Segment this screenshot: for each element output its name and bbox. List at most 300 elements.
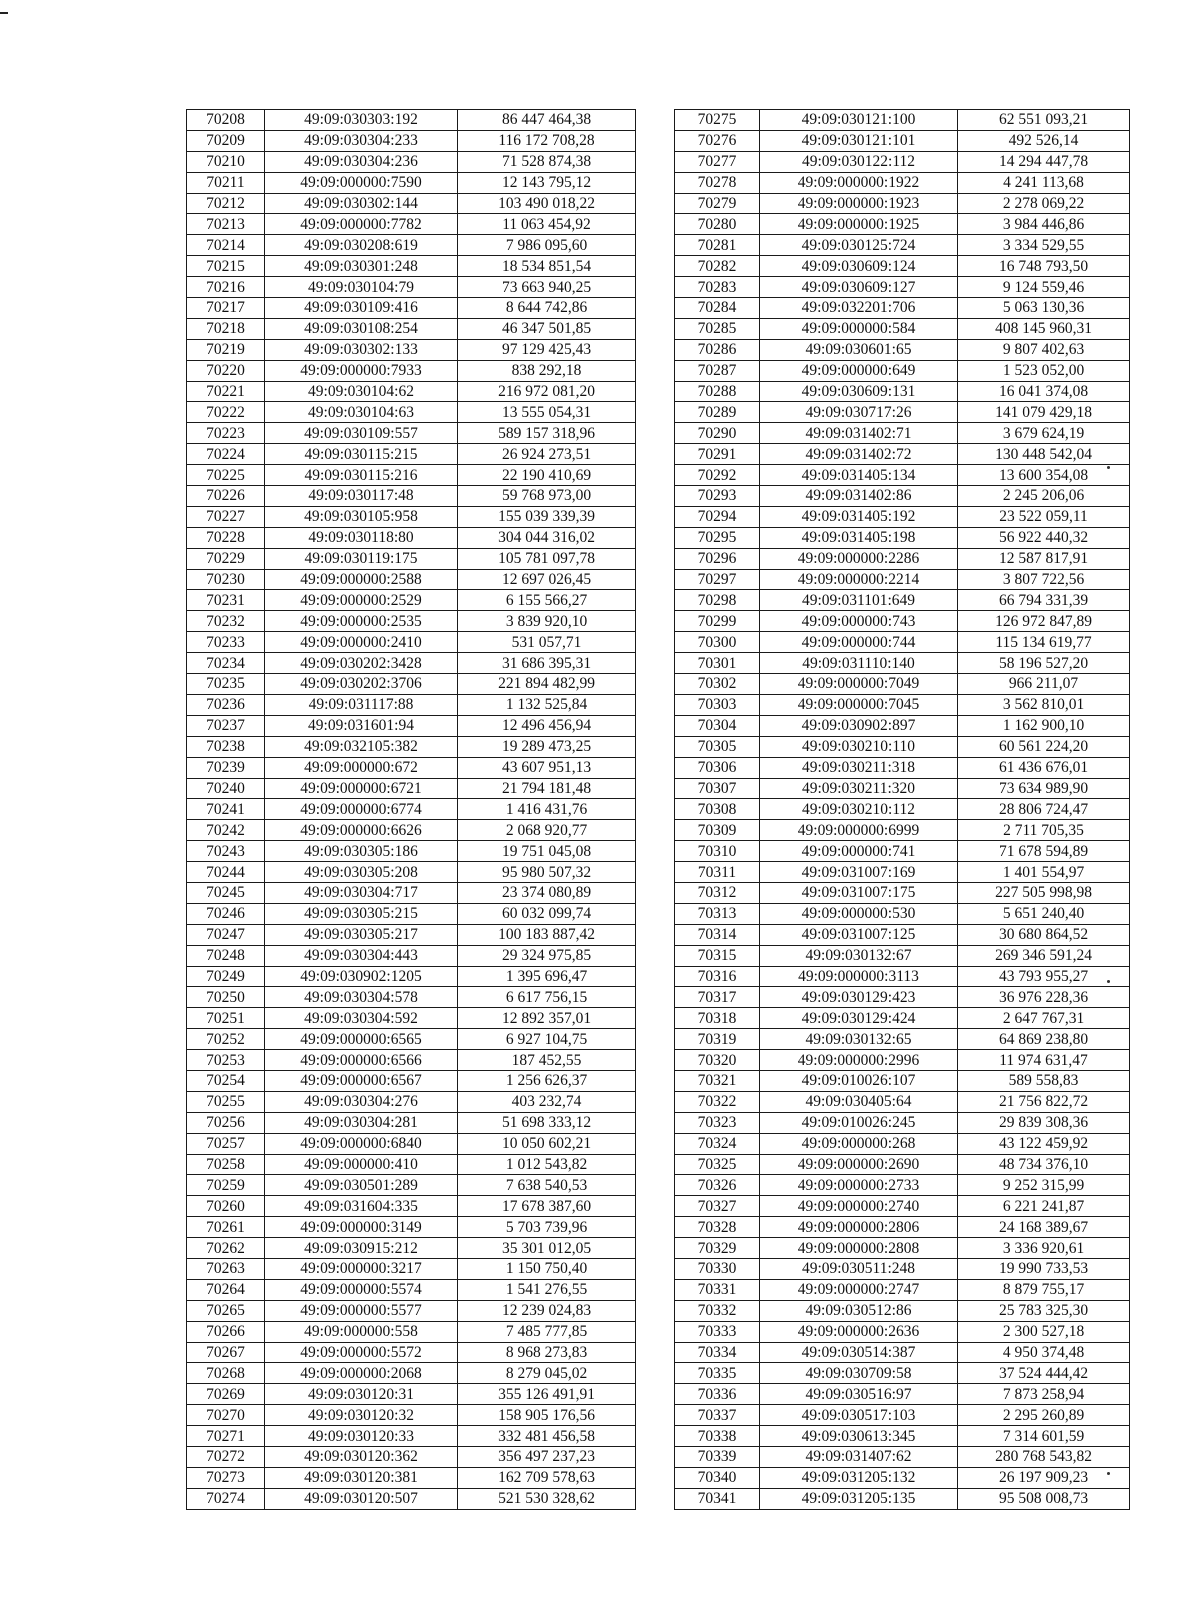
row-number-cell: 70292 (675, 465, 760, 486)
row-number-cell: 70257 (187, 1133, 265, 1154)
cadastral-value-cell: 8 279 045,02 (458, 1363, 636, 1384)
row-number-cell: 70328 (675, 1217, 760, 1238)
cadastral-number-cell: 49:09:030709:58 (760, 1363, 958, 1384)
cadastral-number-cell: 49:09:030119:175 (265, 548, 458, 569)
table-row (675, 632, 1130, 653)
cadastral-number-cell: 49:09:030304:276 (265, 1091, 458, 1112)
cadastral-value-cell: 227 505 998,98 (958, 882, 1130, 903)
table-row (675, 444, 1130, 465)
table-row (187, 1217, 636, 1238)
table-row (675, 1447, 1130, 1468)
cadastral-value-cell: 100 183 887,42 (458, 924, 636, 945)
row-number-cell: 70320 (675, 1050, 760, 1071)
cadastral-value-cell: 1 256 626,37 (458, 1070, 636, 1091)
row-number-cell: 70224 (187, 444, 265, 465)
table-row (187, 1488, 636, 1509)
table-row (187, 778, 636, 799)
row-number-cell: 70269 (187, 1384, 265, 1405)
cadastral-value-cell: 71 528 874,38 (458, 151, 636, 172)
row-number-cell: 70252 (187, 1029, 265, 1050)
cadastral-value-cell: 492 526,14 (958, 130, 1130, 151)
row-number-cell: 70331 (675, 1279, 760, 1300)
cadastral-value-cell: 61 436 676,01 (958, 757, 1130, 778)
table-row (187, 1363, 636, 1384)
cadastral-number-cell: 49:09:000000:1922 (760, 172, 958, 193)
row-number-cell: 70300 (675, 632, 760, 653)
row-number-cell: 70258 (187, 1154, 265, 1175)
row-number-cell: 70324 (675, 1133, 760, 1154)
table-row (187, 841, 636, 862)
row-number-cell: 70338 (675, 1426, 760, 1447)
cadastral-value-cell: 5 703 739,96 (458, 1217, 636, 1238)
cadastral-value-cell: 3 334 529,55 (958, 235, 1130, 256)
cadastral-value-cell: 29 839 308,36 (958, 1112, 1130, 1133)
cadastral-value-cell: 280 768 543,82 (958, 1447, 1130, 1468)
cadastral-number-cell: 49:09:000000:6565 (265, 1029, 458, 1050)
row-number-cell: 70244 (187, 862, 265, 883)
table-row (675, 736, 1130, 757)
cadastral-value-cell: 1 012 543,82 (458, 1154, 636, 1175)
cadastral-number-cell: 49:09:030129:424 (760, 1008, 958, 1029)
table-row (675, 1154, 1130, 1175)
cadastral-value-cell: 3 679 624,19 (958, 423, 1130, 444)
cadastral-number-cell: 49:09:030109:416 (265, 298, 458, 319)
cadastral-number-cell: 49:09:031007:169 (760, 862, 958, 883)
cadastral-value-cell: 7 314 601,59 (958, 1426, 1130, 1447)
table-row (187, 318, 636, 339)
table-row (187, 694, 636, 715)
cadastral-number-cell: 49:09:031405:192 (760, 506, 958, 527)
table-row (675, 611, 1130, 632)
table-row (675, 339, 1130, 360)
cadastral-value-cell: 17 678 387,60 (458, 1196, 636, 1217)
cadastral-value-cell: 141 079 429,18 (958, 402, 1130, 423)
cadastral-number-cell: 49:09:031205:132 (760, 1467, 958, 1488)
cadastral-number-cell: 49:09:000000:2529 (265, 590, 458, 611)
row-number-cell: 70321 (675, 1070, 760, 1091)
cadastral-value-cell: 29 324 975,85 (458, 945, 636, 966)
row-number-cell: 70238 (187, 736, 265, 757)
cadastral-number-cell: 49:09:030105:958 (265, 506, 458, 527)
row-number-cell: 70225 (187, 465, 265, 486)
cadastral-number-cell: 49:09:030302:133 (265, 339, 458, 360)
table-row (187, 444, 636, 465)
cadastral-value-cell: 589 157 318,96 (458, 423, 636, 444)
row-number-cell: 70298 (675, 590, 760, 611)
table-row (187, 1029, 636, 1050)
row-number-cell: 70291 (675, 444, 760, 465)
cadastral-value-cell: 162 709 578,63 (458, 1467, 636, 1488)
cadastral-value-cell: 13 600 354,08 (958, 465, 1130, 486)
cadastral-value-cell: 46 347 501,85 (458, 318, 636, 339)
cadastral-number-cell: 49:09:031405:198 (760, 527, 958, 548)
row-number-cell: 70303 (675, 694, 760, 715)
cadastral-value-cell: 37 524 444,42 (958, 1363, 1130, 1384)
table-row (187, 1300, 636, 1321)
cadastral-value-cell: 19 289 473,25 (458, 736, 636, 757)
cadastral-number-cell: 49:09:030208:619 (265, 235, 458, 256)
row-number-cell: 70314 (675, 924, 760, 945)
cadastral-number-cell: 49:09:030304:717 (265, 882, 458, 903)
cadastral-number-cell: 49:09:010026:245 (760, 1112, 958, 1133)
cadastral-number-cell: 49:09:030120:33 (265, 1426, 458, 1447)
cadastral-value-cell: 43 122 459,92 (958, 1133, 1130, 1154)
table-row (187, 506, 636, 527)
table-row (675, 527, 1130, 548)
cadastral-value-cell: 95 980 507,32 (458, 862, 636, 883)
row-number-cell: 70233 (187, 632, 265, 653)
table-row (187, 966, 636, 987)
cadastral-value-cell: 1 401 554,97 (958, 862, 1130, 883)
cadastral-value-cell: 1 150 750,40 (458, 1258, 636, 1279)
cadastral-number-cell: 49:09:000000:6626 (265, 820, 458, 841)
cadastral-value-cell: 19 990 733,53 (958, 1258, 1130, 1279)
row-number-cell: 70260 (187, 1196, 265, 1217)
table-row (675, 1238, 1130, 1259)
cadastral-value-cell: 6 617 756,15 (458, 987, 636, 1008)
table-row (675, 1426, 1130, 1447)
table-row (675, 151, 1130, 172)
row-number-cell: 70315 (675, 945, 760, 966)
row-number-cell: 70330 (675, 1258, 760, 1279)
row-number-cell: 70242 (187, 820, 265, 841)
row-number-cell: 70256 (187, 1112, 265, 1133)
cadastral-value-cell: 22 190 410,69 (458, 465, 636, 486)
cadastral-number-cell: 49:09:030120:32 (265, 1405, 458, 1426)
table-row (675, 1196, 1130, 1217)
table-row (187, 1342, 636, 1363)
row-number-cell: 70279 (675, 193, 760, 214)
cadastral-value-cell: 1 523 052,00 (958, 360, 1130, 381)
row-number-cell: 70230 (187, 569, 265, 590)
cadastral-number-cell: 49:09:030517:103 (760, 1405, 958, 1426)
cadastral-number-cell: 49:09:030202:3428 (265, 653, 458, 674)
row-number-cell: 70236 (187, 694, 265, 715)
cadastral-value-cell: 25 783 325,30 (958, 1300, 1130, 1321)
table-row (187, 1008, 636, 1029)
cadastral-value-cell: 86 447 464,38 (458, 110, 636, 131)
table-row (187, 527, 636, 548)
cadastral-number-cell: 49:09:030303:192 (265, 110, 458, 131)
row-number-cell: 70253 (187, 1050, 265, 1071)
table-row (187, 882, 636, 903)
table-row (675, 130, 1130, 151)
cadastral-value-cell: 966 211,07 (958, 674, 1130, 695)
row-number-cell: 70211 (187, 172, 265, 193)
row-number-cell: 70266 (187, 1321, 265, 1342)
cadastral-number-cell: 49:09:030120:381 (265, 1467, 458, 1488)
cadastral-value-cell: 8 644 742,86 (458, 298, 636, 319)
cadastral-number-cell: 49:09:000000:2068 (265, 1363, 458, 1384)
row-number-cell: 70278 (675, 172, 760, 193)
cadastral-number-cell: 49:09:030210:110 (760, 736, 958, 757)
row-number-cell: 70237 (187, 715, 265, 736)
row-number-cell: 70267 (187, 1342, 265, 1363)
cadastral-value-cell: 18 534 851,54 (458, 256, 636, 277)
table-row (187, 590, 636, 611)
table-row (187, 256, 636, 277)
cadastral-number-cell: 49:09:030120:362 (265, 1447, 458, 1468)
cadastral-value-cell: 2 647 767,31 (958, 1008, 1130, 1029)
cadastral-number-cell: 49:09:031402:71 (760, 423, 958, 444)
table-row (675, 674, 1130, 695)
row-number-cell: 70264 (187, 1279, 265, 1300)
table-row (187, 465, 636, 486)
row-number-cell: 70306 (675, 757, 760, 778)
cadastral-value-cell: 60 561 224,20 (958, 736, 1130, 757)
table-row (187, 1279, 636, 1300)
table-row (675, 1279, 1130, 1300)
cadastral-value-cell: 3 839 920,10 (458, 611, 636, 632)
table-row (675, 1405, 1130, 1426)
cadastral-value-cell: 95 508 008,73 (958, 1488, 1130, 1509)
cadastral-value-cell: 16 748 793,50 (958, 256, 1130, 277)
row-number-cell: 70332 (675, 1300, 760, 1321)
cadastral-number-cell: 49:09:030304:592 (265, 1008, 458, 1029)
table-row (675, 402, 1130, 423)
cadastral-value-cell: 12 143 795,12 (458, 172, 636, 193)
cadastral-number-cell: 49:09:030120:507 (265, 1488, 458, 1509)
table-row (187, 151, 636, 172)
row-number-cell: 70290 (675, 423, 760, 444)
table-body (187, 110, 636, 1510)
cadastral-number-cell: 49:09:031405:134 (760, 465, 958, 486)
cadastral-value-cell: 4 950 374,48 (958, 1342, 1130, 1363)
cadastral-number-cell: 49:09:030609:124 (760, 256, 958, 277)
table-row (675, 548, 1130, 569)
cadastral-value-cell: 9 807 402,63 (958, 339, 1130, 360)
table-row (675, 924, 1130, 945)
cadastral-value-cell: 2 068 920,77 (458, 820, 636, 841)
row-number-cell: 70245 (187, 882, 265, 903)
cadastral-value-cell: 58 196 527,20 (958, 653, 1130, 674)
table-row (187, 298, 636, 319)
table-row (675, 277, 1130, 298)
row-number-cell: 70293 (675, 486, 760, 507)
cadastral-number-cell: 49:09:030109:557 (265, 423, 458, 444)
cadastral-value-cell: 155 039 339,39 (458, 506, 636, 527)
row-number-cell: 70337 (675, 1405, 760, 1426)
row-number-cell: 70297 (675, 569, 760, 590)
cadastral-value-cell: 7 986 095,60 (458, 235, 636, 256)
cadastral-value-cell: 1 162 900,10 (958, 715, 1130, 736)
table-row (675, 1091, 1130, 1112)
cadastral-number-cell: 49:09:030902:1205 (265, 966, 458, 987)
cadastral-value-cell: 105 781 097,78 (458, 548, 636, 569)
cadastral-number-cell: 49:09:000000:558 (265, 1321, 458, 1342)
cadastral-value-cell: 16 041 374,08 (958, 381, 1130, 402)
cadastral-value-cell: 130 448 542,04 (958, 444, 1130, 465)
cadastral-number-cell: 49:09:030301:248 (265, 256, 458, 277)
cadastral-number-cell: 49:09:030132:67 (760, 945, 958, 966)
row-number-cell: 70268 (187, 1363, 265, 1384)
table-row (187, 1405, 636, 1426)
row-number-cell: 70255 (187, 1091, 265, 1112)
cadastral-value-cell: 28 806 724,47 (958, 799, 1130, 820)
cadastral-value-cell: 2 300 527,18 (958, 1321, 1130, 1342)
cadastral-number-cell: 49:09:000000:2410 (265, 632, 458, 653)
cadastral-number-cell: 49:09:030104:79 (265, 277, 458, 298)
cadastral-number-cell: 49:09:030122:112 (760, 151, 958, 172)
cadastral-number-cell: 49:09:000000:7590 (265, 172, 458, 193)
cadastral-number-cell: 49:09:030121:101 (760, 130, 958, 151)
row-number-cell: 70335 (675, 1363, 760, 1384)
row-number-cell: 70246 (187, 903, 265, 924)
cadastral-number-cell: 49:09:000000:2588 (265, 569, 458, 590)
table-row (675, 820, 1130, 841)
row-number-cell: 70217 (187, 298, 265, 319)
cadastral-value-cell: 2 711 705,35 (958, 820, 1130, 841)
table-row (187, 987, 636, 1008)
table-row (675, 298, 1130, 319)
cadastral-number-cell: 49:09:030115:216 (265, 465, 458, 486)
row-number-cell: 70327 (675, 1196, 760, 1217)
cadastral-value-cell: 3 562 810,01 (958, 694, 1130, 715)
table-row (675, 882, 1130, 903)
cadastral-number-cell: 49:09:000000:7045 (760, 694, 958, 715)
row-number-cell: 70310 (675, 841, 760, 862)
row-number-cell: 70250 (187, 987, 265, 1008)
cadastral-value-cell: 24 168 389,67 (958, 1217, 1130, 1238)
cadastral-value-cell: 2 295 260,89 (958, 1405, 1130, 1426)
cadastral-value-cell: 73 634 989,90 (958, 778, 1130, 799)
cadastral-value-cell: 1 395 696,47 (458, 966, 636, 987)
row-number-cell: 70336 (675, 1384, 760, 1405)
row-number-cell: 70312 (675, 882, 760, 903)
row-number-cell: 70339 (675, 1447, 760, 1468)
table-row (675, 318, 1130, 339)
cadastral-value-cell: 12 892 357,01 (458, 1008, 636, 1029)
row-number-cell: 70311 (675, 862, 760, 883)
cadastral-value-cell: 2 278 069,22 (958, 193, 1130, 214)
cadastral-value-cell: 97 129 425,43 (458, 339, 636, 360)
table-row (675, 214, 1130, 235)
table-row (187, 1196, 636, 1217)
cadastral-value-cell: 7 873 258,94 (958, 1384, 1130, 1405)
cadastral-number-cell: 49:09:000000:2636 (760, 1321, 958, 1342)
cadastral-number-cell: 49:09:030132:65 (760, 1029, 958, 1050)
cadastral-value-cell: 4 241 113,68 (958, 172, 1130, 193)
cadastral-number-cell: 49:09:030613:345 (760, 1426, 958, 1447)
row-number-cell: 70254 (187, 1070, 265, 1091)
cadastral-number-cell: 49:09:000000:2808 (760, 1238, 958, 1259)
row-number-cell: 70302 (675, 674, 760, 695)
row-number-cell: 70239 (187, 757, 265, 778)
row-number-cell: 70317 (675, 987, 760, 1008)
cadastral-value-cell: 304 044 316,02 (458, 527, 636, 548)
cadastral-number-cell: 49:09:030511:248 (760, 1258, 958, 1279)
cadastral-value-cell: 13 555 054,31 (458, 402, 636, 423)
cadastral-number-cell: 49:09:010026:107 (760, 1070, 958, 1091)
cadastral-value-cell: 64 869 238,80 (958, 1029, 1130, 1050)
row-number-cell: 70232 (187, 611, 265, 632)
table-row (675, 569, 1130, 590)
table-row (675, 694, 1130, 715)
table-row (187, 1091, 636, 1112)
cadastral-value-cell: 26 197 909,23 (958, 1467, 1130, 1488)
table-row (187, 945, 636, 966)
cadastral-number-cell: 49:09:030202:3706 (265, 674, 458, 695)
cadastral-value-cell: 66 794 331,39 (958, 590, 1130, 611)
table-row (675, 1384, 1130, 1405)
table-row (675, 110, 1130, 131)
cadastral-number-cell: 49:09:031110:140 (760, 653, 958, 674)
cadastral-value-cell: 9 252 315,99 (958, 1175, 1130, 1196)
row-number-cell: 70228 (187, 527, 265, 548)
table-row (675, 1488, 1130, 1509)
table-row (187, 653, 636, 674)
cadastral-number-cell: 49:09:030516:97 (760, 1384, 958, 1405)
row-number-cell: 70262 (187, 1238, 265, 1259)
row-number-cell: 70283 (675, 277, 760, 298)
cadastral-value-cell: 23 374 080,89 (458, 882, 636, 903)
table-row (187, 486, 636, 507)
row-number-cell: 70284 (675, 298, 760, 319)
cadastral-value-cell: 12 587 817,91 (958, 548, 1130, 569)
row-number-cell: 70249 (187, 966, 265, 987)
row-number-cell: 70218 (187, 318, 265, 339)
cadastral-number-cell: 49:09:030512:86 (760, 1300, 958, 1321)
row-number-cell: 70295 (675, 527, 760, 548)
cadastral-value-cell: 60 032 099,74 (458, 903, 636, 924)
row-number-cell: 70235 (187, 674, 265, 695)
cadastral-value-cell: 158 905 176,56 (458, 1405, 636, 1426)
cadastral-number-cell: 49:09:000000:2690 (760, 1154, 958, 1175)
table-row (187, 1258, 636, 1279)
table-row (675, 987, 1130, 1008)
table-row (187, 1321, 636, 1342)
row-number-cell: 70285 (675, 318, 760, 339)
cadastral-value-cell: 531 057,71 (458, 632, 636, 653)
table-row (675, 193, 1130, 214)
row-number-cell: 70259 (187, 1175, 265, 1196)
table-row (187, 110, 636, 131)
row-number-cell: 70271 (187, 1426, 265, 1447)
table-row (187, 277, 636, 298)
cadastral-number-cell: 49:09:031407:62 (760, 1447, 958, 1468)
cadastral-number-cell: 49:09:030501:289 (265, 1175, 458, 1196)
row-number-cell: 70215 (187, 256, 265, 277)
cadastral-number-cell: 49:09:030304:443 (265, 945, 458, 966)
table-row (187, 339, 636, 360)
cadastral-number-cell: 49:09:030305:217 (265, 924, 458, 945)
row-number-cell: 70222 (187, 402, 265, 423)
table-row (187, 1175, 636, 1196)
cadastral-value-cell: 115 134 619,77 (958, 632, 1130, 653)
cadastral-number-cell: 49:09:030304:281 (265, 1112, 458, 1133)
cadastral-value-cell: 8 879 755,17 (958, 1279, 1130, 1300)
cadastral-number-cell: 49:09:030211:320 (760, 778, 958, 799)
table-row (675, 465, 1130, 486)
cadastral-number-cell: 49:09:032105:382 (265, 736, 458, 757)
table-row (187, 674, 636, 695)
cadastral-value-cell: 31 686 395,31 (458, 653, 636, 674)
row-number-cell: 70209 (187, 130, 265, 151)
cadastral-number-cell: 49:09:030304:233 (265, 130, 458, 151)
cadastral-value-cell: 103 490 018,22 (458, 193, 636, 214)
cadastral-number-cell: 49:09:000000:1923 (760, 193, 958, 214)
cadastral-number-cell: 49:09:000000:6721 (265, 778, 458, 799)
row-number-cell: 70326 (675, 1175, 760, 1196)
cadastral-number-cell: 49:09:030304:236 (265, 151, 458, 172)
table-row (187, 1467, 636, 1488)
cadastral-value-cell: 11 974 631,47 (958, 1050, 1130, 1071)
table-row (187, 1154, 636, 1175)
row-number-cell: 70275 (675, 110, 760, 131)
table-row (187, 903, 636, 924)
cadastral-number-cell: 49:09:000000:7049 (760, 674, 958, 695)
row-number-cell: 70213 (187, 214, 265, 235)
